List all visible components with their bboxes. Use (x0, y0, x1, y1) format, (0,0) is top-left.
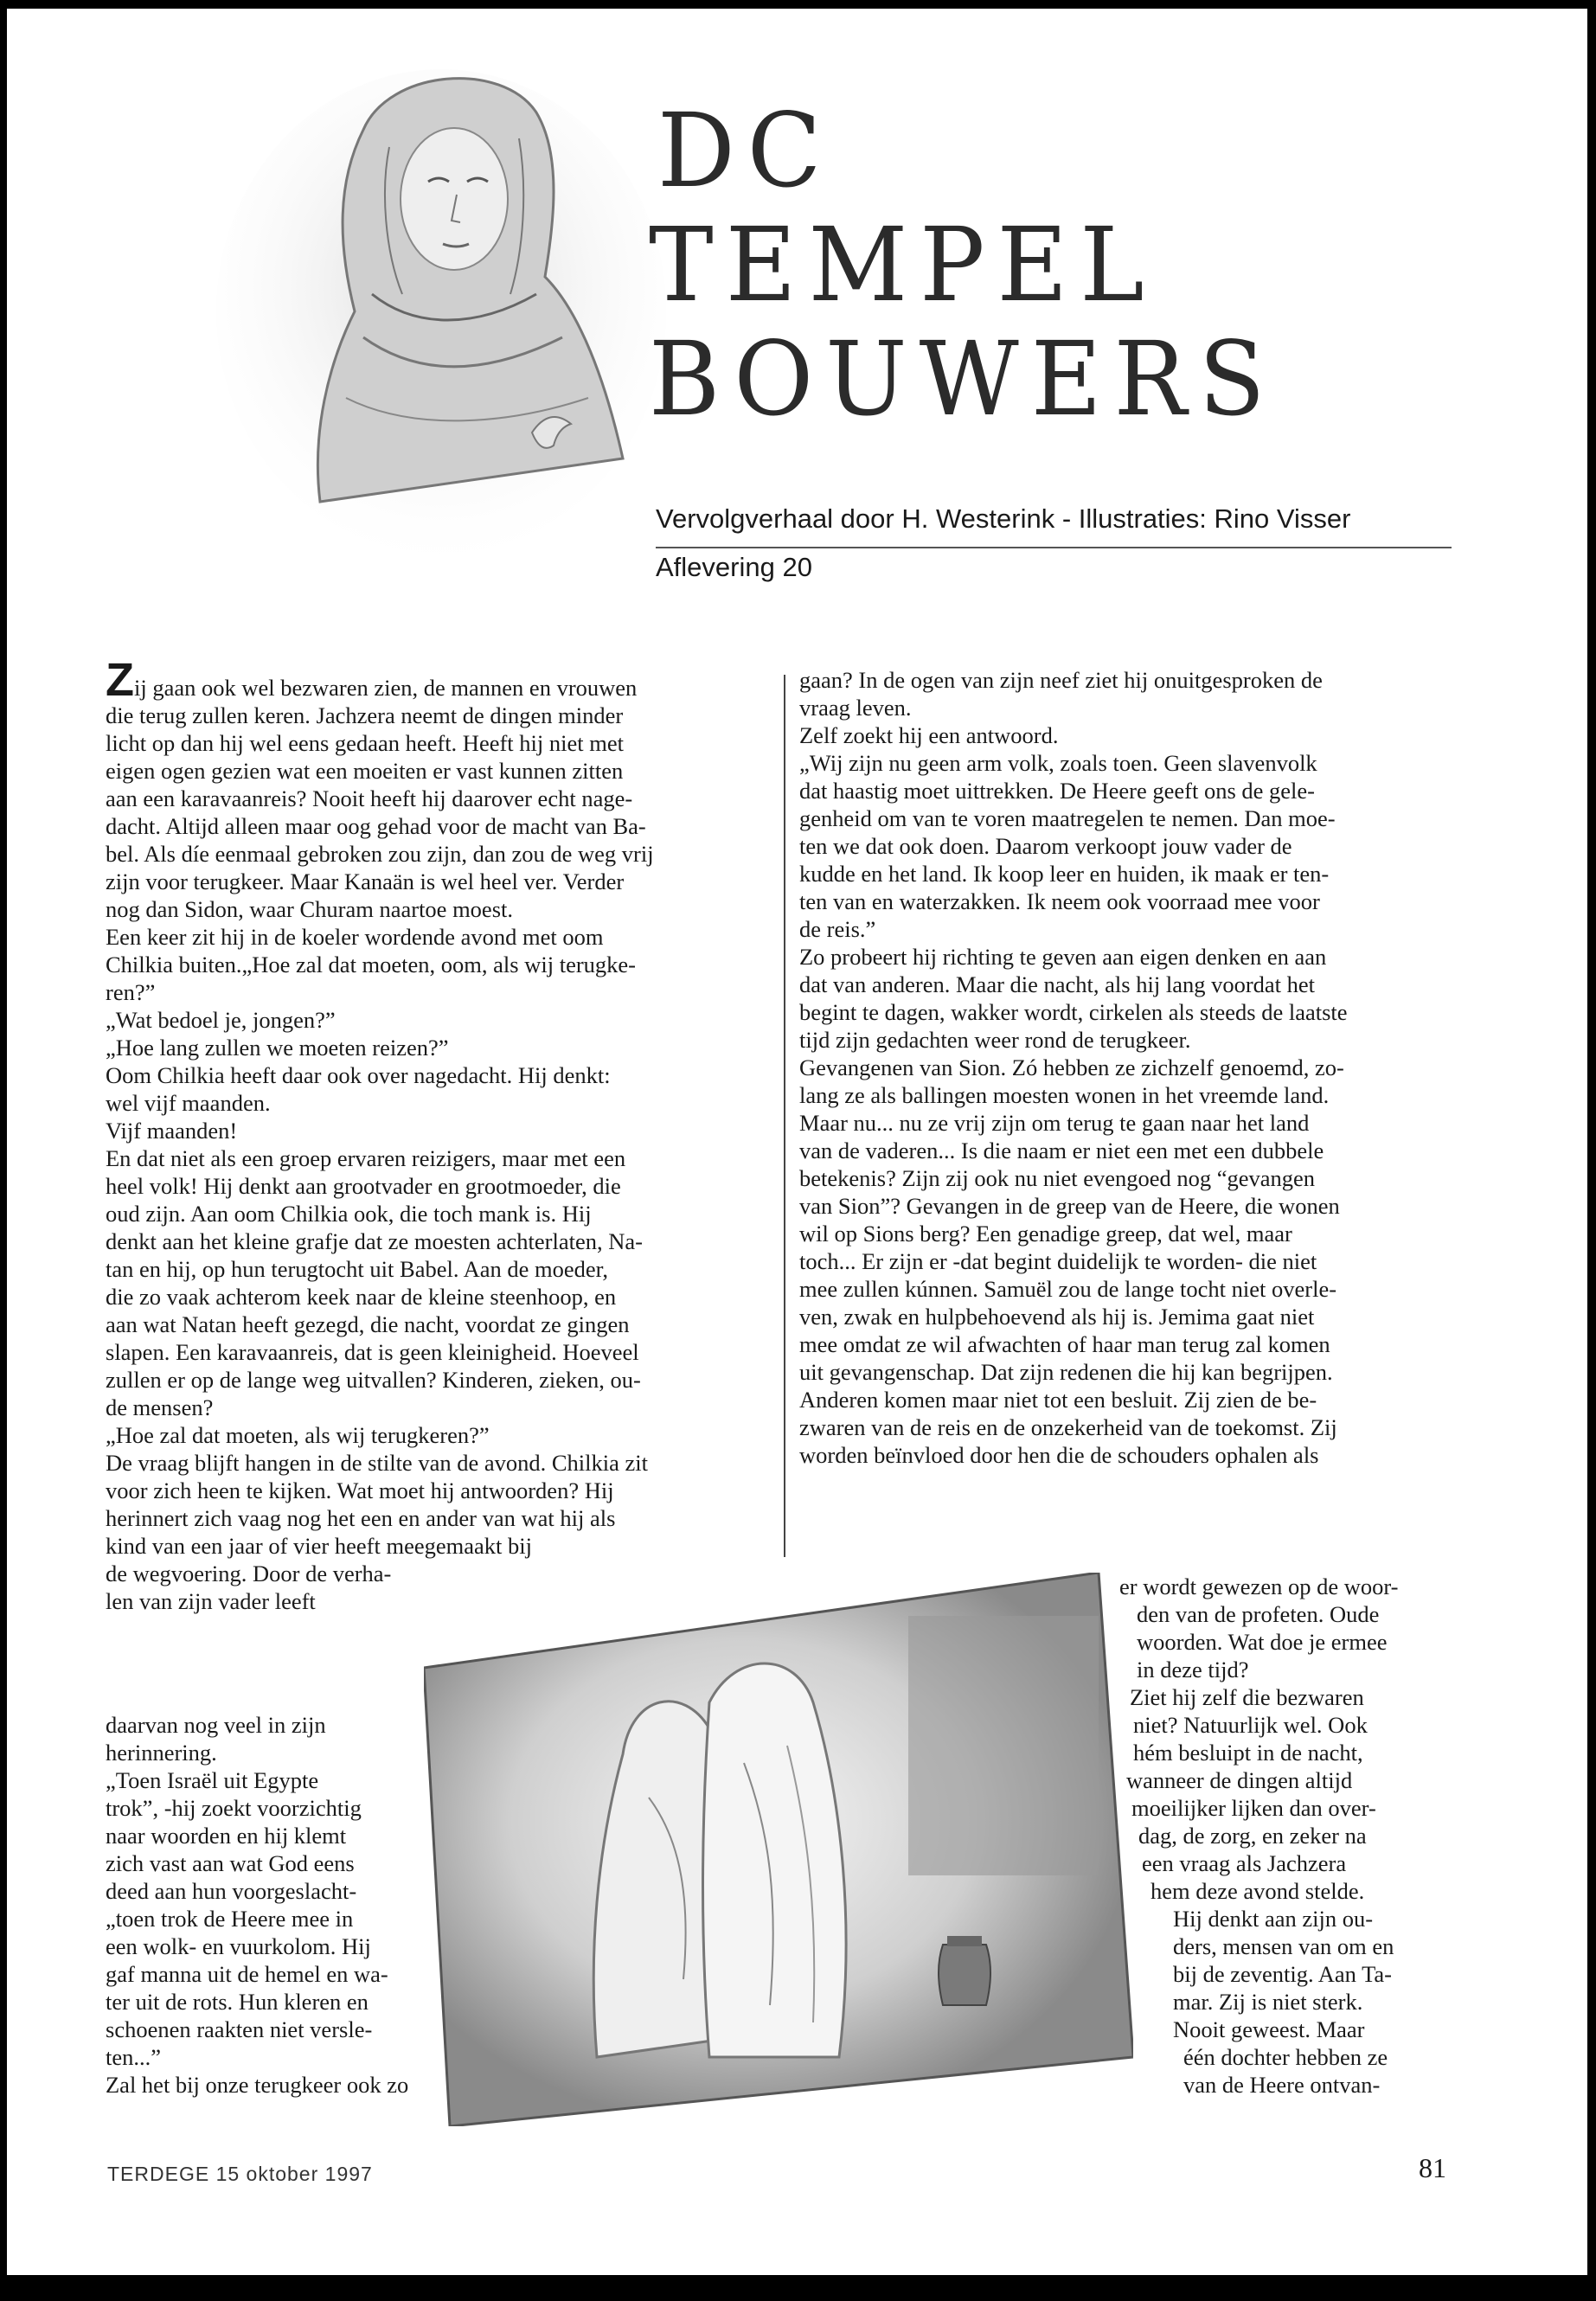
text-line: worden beïnvloed door hen die de schouders ophalen als (799, 1442, 1319, 1468)
text-line: gaan? In de ogen van zijn neef ziet hij onuitgesproken de (799, 667, 1323, 693)
text-line: de wegvoering. Door de verha- (106, 1561, 392, 1586)
text-line: schoenen raakten niet versle- (106, 2016, 373, 2042)
text-line: kudde en het land. Ik koop leer en huiden, ik maak er ten- (799, 861, 1330, 887)
text-line: mee omdat ze wil afwachten of haar man terug zal komen (799, 1331, 1330, 1357)
page-border-top (0, 0, 1596, 9)
text-line: „Hoe lang zullen we moeten reizen?” (106, 1035, 449, 1061)
text-line: ten we dat ook doen. Daarom verkoopt jouw vader de (799, 833, 1292, 859)
text-line: Gevangenen van Sion. Zó hebben ze zichzelf genoemd, zo- (799, 1054, 1344, 1080)
text-line: dacht. Altijd alleen maar oog gehad voor de macht van Ba- (106, 813, 646, 839)
publication-footer: TERDEGE 15 oktober 1997 (107, 2163, 373, 2185)
text-line: betekenis? Zijn zij ook nu niet evengoed nog “gevangen (799, 1165, 1316, 1191)
text-line: de reis.” (799, 916, 876, 942)
text-line: licht op dan hij wel eens gedaan heeft. Heeft hij niet met (106, 730, 624, 756)
portrait-illustration (216, 52, 701, 562)
text-line: bij de zeventig. Aan Ta- (1173, 1961, 1393, 1987)
text-line: zijn voor terugkeer. Maar Kanaän is wel heel ver. Verder (106, 868, 625, 894)
text-line: zwaren van de reis en de onzekerheid van de toekomst. Zij (799, 1414, 1337, 1440)
text-line: len van zijn vader leeft (106, 1588, 316, 1614)
text-line: Zelf zoekt hij een antwoord. (799, 722, 1059, 748)
page-border-bottom (0, 2275, 1596, 2301)
text-line: herinnering. (106, 1740, 217, 1766)
text-line: „Hoe zal dat moeten, als wij terugkeren?” (106, 1422, 490, 1448)
text-line: ven, zwak en hulpbehoevend als hij is. Jemima gaat niet (799, 1304, 1315, 1330)
text-line: een vraag als Jachzera (1142, 1850, 1347, 1876)
text-line: Ziet hij zelf die bezwaren (1130, 1684, 1364, 1710)
text-line: den van de profeten. Oude (1137, 1601, 1380, 1627)
text-line: Chilkia buiten.„Hoe zal dat moeten, oom, als wij terugke- (106, 952, 637, 977)
text-line: trok”, -hij zoekt voorzichtig (106, 1795, 362, 1821)
text-line: oud zijn. Aan oom Chilkia ook, die toch mank is. Hij (106, 1201, 592, 1227)
text-line: „Wij zijn nu geen arm volk, zoals toen. Geen slavenvolk (799, 750, 1317, 776)
text-line: En dat niet als een groep ervaren reizigers, maar met een (106, 1145, 626, 1171)
text-line: moeilijker lijken dan over- (1131, 1795, 1376, 1821)
text-line: dat haastig moet uittrekken. De Heere geeft ons de gele- (799, 778, 1316, 804)
text-line: tan en hij, op hun terugtocht uit Babel. Aan de moeder, (106, 1256, 609, 1282)
text-line: begint te dagen, wakker wordt, cirkelen als steeds de laatste (799, 999, 1348, 1025)
text-line: zullen er op de lange weg uitvallen? Kinderen, zieken, ou- (106, 1367, 641, 1393)
paragraph-line-first (106, 654, 654, 706)
text-line: een wolk- en vuurkolom. Hij (106, 1933, 371, 1959)
title-line-3: BOUWERS (649, 320, 1278, 439)
text-line: denkt aan het kleine grafje dat ze moesten achterlaten, Na- (106, 1228, 643, 1254)
text-line: „toen trok de Heere mee in (106, 1906, 354, 1932)
text-line: mar. Zij is niet sterk. (1173, 1989, 1363, 2015)
text-line: Hij denkt aan zijn ou- (1173, 1906, 1374, 1932)
text-line: bel. Als díe eenmaal gebroken zou zijn, dan zou de weg vrij (106, 841, 654, 867)
text-line: daarvan nog veel in zijn (106, 1712, 326, 1738)
text-line: die terug zullen keren. Jachzera neemt de dingen minder (106, 702, 624, 728)
text-line: gaf manna uit de hemel en wa- (106, 1961, 388, 1987)
right-column-wrap (1119, 1573, 1399, 2099)
text-line: kind van een jaar of vier heeft meegemaakt bij (106, 1533, 532, 1559)
text-line: wil op Sions berg? Een genadige greep, dat wel, maar (799, 1221, 1292, 1247)
text-line: tijd zijn gedachten weer rond de terugkeer. (799, 1027, 1191, 1053)
text-line: er wordt gewezen op de woor- (1119, 1574, 1399, 1599)
text-line: uit gevangenschap. Dat zijn redenen die hij kan begrijpen. (799, 1359, 1333, 1385)
byline: Vervolgverhaal door H. Westerink - Illustraties: Rino Visser (656, 503, 1351, 534)
text-line: wel vijf maanden. (106, 1090, 271, 1116)
text-line: eigen ogen gezien wat een moeiten er vast kunnen zitten (106, 758, 624, 784)
text-line: Zo probeert hij richting te geven aan eigen denken en aan (799, 944, 1327, 970)
text-line: van de Heere ontvan- (1183, 2072, 1381, 2098)
text-line: nog dan Sidon, waar Churam naartoe moest. (106, 896, 513, 922)
text-line: ders, mensen van om en (1173, 1933, 1394, 1959)
text-line: Nooit geweest. Maar (1173, 2016, 1365, 2042)
byline-divider (656, 547, 1452, 548)
text-line: in deze tijd? (1137, 1657, 1249, 1682)
text-line: ter uit de rots. Hun kleren en (106, 1989, 369, 2015)
text-line: heel volk! Hij denkt aan grootvader en grootmoeder, die (106, 1173, 621, 1199)
story-title (649, 92, 1436, 458)
text-line: slapen. Een karavaanreis, dat is geen kleinigheid. Hoeveel (106, 1339, 639, 1365)
text-line: Vijf maanden! (106, 1118, 238, 1144)
page-number: 81 (1419, 2152, 1446, 2183)
text-line: Maar nu... nu ze vrij zijn om terug te gaan naar het land (799, 1110, 1310, 1136)
text-line: mee zullen kúnnen. Samuël zou de lange tocht niet overle- (799, 1276, 1337, 1302)
text-line: ten...” (106, 2044, 162, 2070)
text-line: ten van en waterzakken. Ik neem ook voorraad mee voor (799, 888, 1320, 914)
text-line: Een keer zit hij in de koeler wordende avond met oom (106, 924, 604, 950)
text-line: één dochter hebben ze (1183, 2044, 1388, 2070)
text-line: ij gaan ook wel bezwaren zien, de mannen en vrouwen (134, 675, 638, 701)
text-line: dag, de zorg, en zeker na (1138, 1823, 1367, 1849)
page-border-left (0, 0, 7, 2301)
column-divider (784, 675, 785, 1557)
text-line: naar woorden en hij klemt (106, 1823, 347, 1849)
text-line: Oom Chilkia heeft daar ook over nagedacht. Hij denkt: (106, 1062, 611, 1088)
text-line: „Wat bedoel je, jongen?” (106, 1007, 336, 1033)
text-line: lang ze als ballingen moesten wonen in het vreemde land. (799, 1082, 1330, 1108)
page-border-right (1587, 0, 1596, 2301)
text-line: ren?” (106, 979, 156, 1005)
text-line: dat van anderen. Maar die nacht, als hij lang voordat het (799, 971, 1316, 997)
text-line: voor zich heen te kijken. Wat moet hij antwoorden? Hij (106, 1477, 614, 1503)
text-line: de mensen? (106, 1394, 214, 1420)
title-line-2: TEMPEL (649, 206, 1157, 325)
left-column (106, 654, 654, 1615)
text-line: deed aan hun voorgeslacht- (106, 1878, 357, 1904)
title-line-1: DC (657, 92, 834, 211)
right-column (799, 666, 1348, 1469)
text-line: hem deze avond stelde. (1151, 1878, 1365, 1904)
text-line: herinnert zich vaag nog het een en ander van wat hij als (106, 1505, 616, 1531)
text-line: van de vaderen... Is die naam er niet een met een dubbele (799, 1138, 1324, 1163)
text-line: Anderen komen maar niet tot een besluit. Zij zien de be- (799, 1387, 1317, 1413)
text-line: wanneer de dingen altijd (1126, 1767, 1353, 1793)
text-line: hém besluipt in de nacht, (1133, 1740, 1363, 1766)
text-line: aan een karavaanreis? Nooit heeft hij daarover echt nage- (106, 785, 633, 811)
text-line: die zo vaak achterom keek naar de kleine steenhoop, en (106, 1284, 617, 1310)
text-line: genheid om van te voren maatregelen te nemen. Dan moe- (799, 805, 1336, 831)
drop-cap: Z (106, 654, 134, 706)
text-line: van Sion”? Gevangen in de greep van de Heere, die wonen (799, 1193, 1340, 1219)
text-line: De vraag blijft hangen in de stilte van de avond. Chilkia zit (106, 1450, 648, 1476)
episode-label: Aflevering 20 (656, 552, 812, 582)
text-line: Zal het bij onze terugkeer ook zo (106, 2072, 409, 2098)
left-column-wrap (106, 1711, 408, 2099)
text-line: toch... Er zijn er -dat begint duidelijk te worden- die niet (799, 1248, 1317, 1274)
text-line: vraag leven. (799, 695, 912, 721)
text-line: „Toen Israël uit Egypte (106, 1767, 319, 1793)
text-line: niet? Natuurlijk wel. Ook (1133, 1712, 1368, 1738)
text-line: zich vast aan wat God eens (106, 1850, 355, 1876)
story-illustration (424, 1573, 1133, 2126)
text-line: aan wat Natan heeft gezegd, die nacht, voordat ze gingen (106, 1311, 630, 1337)
text-line: woorden. Wat doe je ermee (1137, 1629, 1388, 1655)
